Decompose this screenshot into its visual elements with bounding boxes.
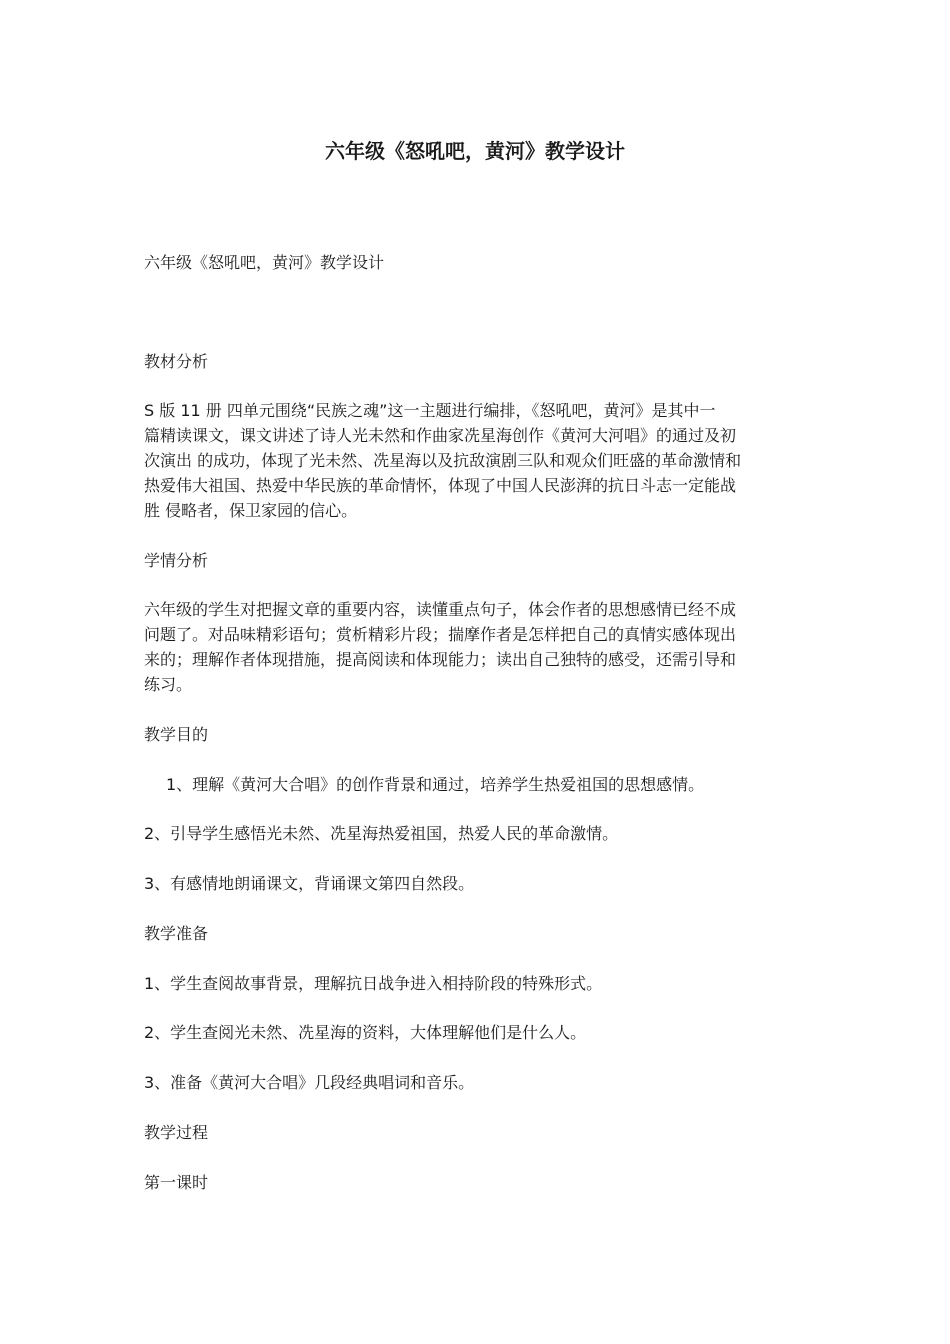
- document-title: 六年级《怒吼吧，黄河》教学设计: [325, 139, 625, 163]
- document-subtitle: 六年级《怒吼吧，黄河》教学设计: [144, 253, 385, 272]
- goal-item: 1、理解《黄河大合唱》的创作背景和通过，培养学生热爱祖国的思想感情。: [166, 775, 705, 794]
- goal-item: 2、引导学生感悟光未然、冼星海热爱祖国，热爱人民的革命激情。: [144, 824, 619, 843]
- paragraph-line: 胜 侵略者，保卫家园的信心。: [144, 501, 358, 520]
- prep-item: 1、学生查阅故事背景，理解抗日战争进入相持阶段的特殊形式。: [144, 974, 603, 993]
- paragraph-line: 热爱伟大祖国、热爱中华民族的革命情怀，体现了中国人民澎湃的抗日斗志一定能战: [144, 476, 737, 495]
- section-heading-process: 教学过程: [144, 1123, 209, 1142]
- first-lesson-heading: 第一课时: [144, 1173, 209, 1192]
- paragraph-line: 六年级的学生对把握文章的重要内容，读懂重点句子，体会作者的思想感情已经不成: [144, 600, 737, 619]
- goal-item: 3、有感情地朗诵课文，背诵课文第四自然段。: [144, 874, 475, 893]
- section-heading-students: 学情分析: [144, 551, 209, 570]
- paragraph-line: 篇精读课文，课文讲述了诗人光未然和作曲家冼星海创作《黄河大河唱》的通过及初: [144, 426, 737, 445]
- section-heading-goals: 教学目的: [144, 725, 209, 744]
- section-heading-prep: 教学准备: [144, 924, 209, 943]
- paragraph-line: 次演出 的成功，体现了光未然、冼星海以及抗敌演剧三队和观众们旺盛的革命激情和: [144, 451, 742, 470]
- paragraph-line: 问题了。对品味精彩语句；赏析精彩片段；揣摩作者是怎样把自己的真情实感体现出: [144, 625, 737, 644]
- material-paragraph: [144, 398, 809, 523]
- prep-item: 3、准备《黄河大合唱》几段经典唱词和音乐。: [144, 1073, 475, 1092]
- paragraph-line: S 版 11 册 四单元围绕“民族之魂”这一主题进行编排，《怒吼吧，黄河》是其中一: [144, 401, 716, 420]
- paragraph-line: 练习。: [144, 675, 193, 694]
- section-heading-material: 教材分析: [144, 352, 209, 371]
- paragraph-line: 来的；理解作者体现措施，提高阅读和体现能力；读出自己独特的感受，还需引导和: [144, 650, 737, 669]
- prep-item: 2、学生查阅光未然、冼星海的资料，大体理解他们是什么人。: [144, 1023, 587, 1042]
- students-paragraph: [144, 597, 809, 697]
